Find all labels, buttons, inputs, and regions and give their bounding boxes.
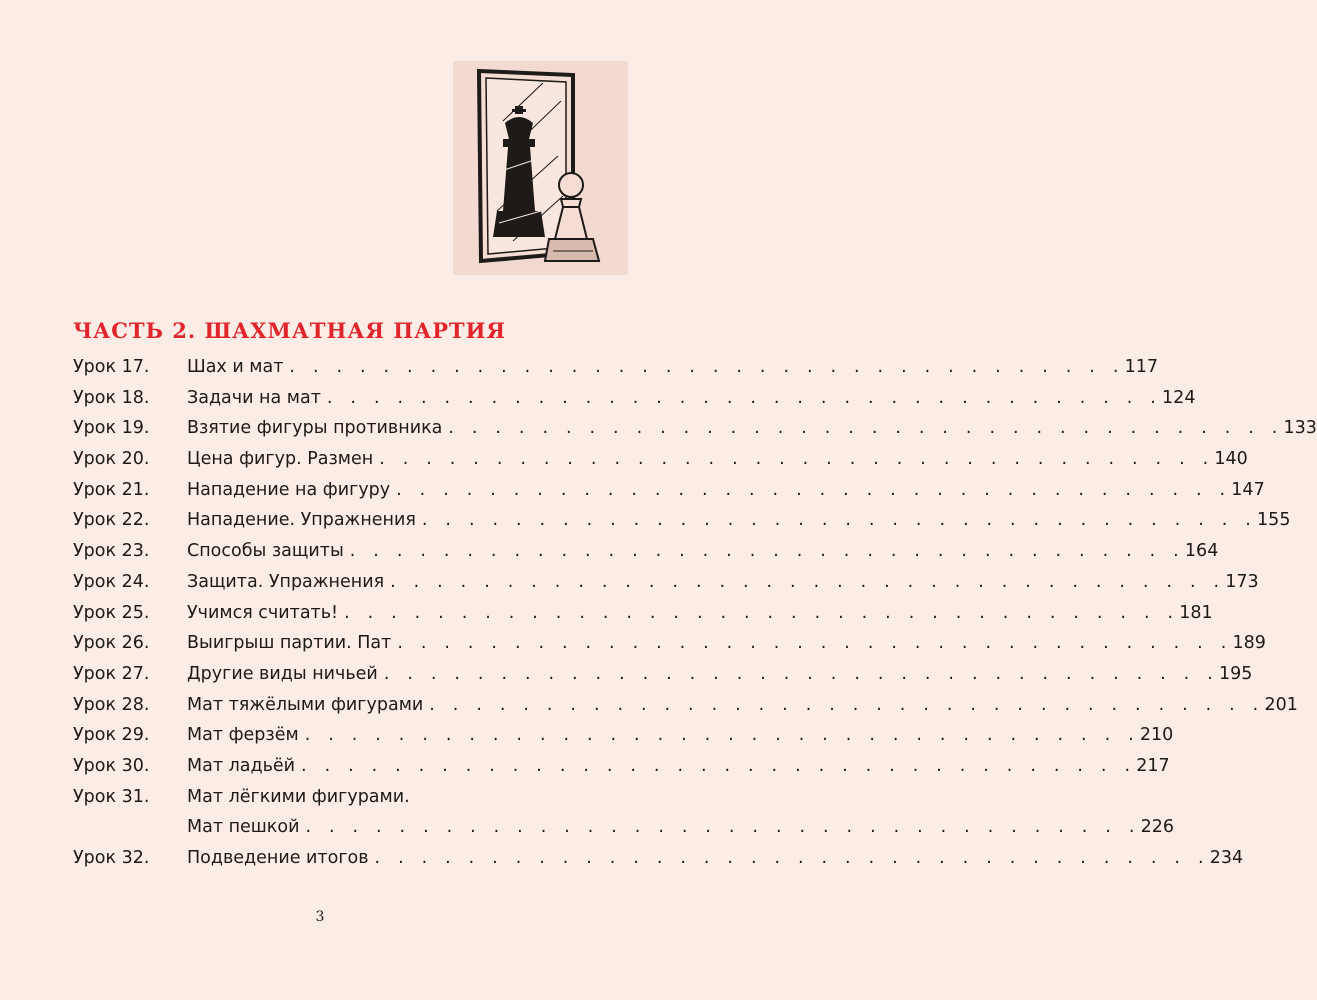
toc-entry <box>187 782 568 813</box>
dot-leader: . . . . . . . . . . . . . . . . . . . . . . . . . . . . . . . . . . . . <box>396 479 1232 500</box>
toc-entry <box>187 720 1174 751</box>
toc-row <box>73 843 1244 874</box>
lesson-number: Урок 18. <box>73 387 150 408</box>
toc-row <box>73 598 1213 629</box>
toc-row <box>73 352 1158 383</box>
dot-leader: . . . . . . . . . . . . . . . . . . . . . . . . . . . . . . . . . . . . <box>421 510 1258 531</box>
lesson-title: Задачи на мат <box>187 387 321 408</box>
dot-leader: . . . . . . . . . . . . . . . . . . . . . . . . . . . . . . . . . . . . <box>390 571 1226 592</box>
toc-entry <box>187 413 1317 444</box>
dot-leader: . . . . . . . . . . . . . . . . . . . . . . . . . . . . . . . . . . . . <box>344 602 1180 623</box>
toc-row <box>73 536 1219 567</box>
page-reference: 133 <box>1283 418 1317 439</box>
lesson-number: Урок 25. <box>73 602 150 623</box>
page-reference: 210 <box>1139 725 1174 746</box>
dot-leader: . . . . . . . . . . . . . . . . . . . . . . . . . . . . . . . . . . . . <box>305 817 1141 838</box>
page-reference: 226 <box>1140 817 1175 838</box>
toc-entry <box>187 843 1244 874</box>
toc-row <box>73 413 1317 444</box>
toc-row <box>73 812 1175 843</box>
toc-row <box>73 690 1298 721</box>
section-title: ЧАСТЬ 2. ШАХМАТНАЯ ПАРТИЯ <box>73 318 506 343</box>
lesson-title: Нападение. Упражнения <box>187 510 416 531</box>
page-reference: 217 <box>1136 755 1170 776</box>
lesson-number: Урок 28. <box>73 694 150 715</box>
toc-entry <box>187 505 1291 536</box>
toc-entry <box>187 352 1158 383</box>
page-reference: 155 <box>1257 510 1291 531</box>
lesson-number: Урок 26. <box>73 633 150 654</box>
toc-entry <box>187 475 1265 506</box>
lesson-title: Учимся считать! <box>187 602 339 623</box>
dot-leader: . . . . . . . . . . . . . . . . . . . . . . . . . . . . . . . . . . . . <box>301 755 1137 776</box>
lesson-title: Другие виды ничьей <box>187 663 378 684</box>
chess-mirror-illustration <box>453 61 628 275</box>
toc-entry <box>187 659 1253 690</box>
lesson-number: Урок 23. <box>73 541 150 562</box>
toc-row <box>73 659 1253 690</box>
lesson-title: Взятие фигуры противника <box>187 418 443 439</box>
page-number: 3 <box>315 909 325 925</box>
dot-leader: . . . . . . . . . . . . . . . . . . . . . . . . . . . . . . . . . . . . <box>349 541 1185 562</box>
lesson-title: Цена фигур. Размен <box>187 449 374 470</box>
page-reference: 164 <box>1184 541 1219 562</box>
lesson-title: Мат пешкой <box>187 817 300 838</box>
lesson-number: Урок 17. <box>73 357 150 377</box>
lesson-number: Урок 27. <box>73 663 150 684</box>
page-reference: 189 <box>1232 633 1266 654</box>
lesson-number: Урок 30. <box>73 755 150 776</box>
dot-leader: . . . . . . . . . . . . . . . . . . . . . . . . . . . . . . . . . . . . <box>448 418 1284 439</box>
lesson-title: Подведение итогов <box>187 848 369 868</box>
lesson-title: Нападение на фигуру <box>187 479 391 500</box>
dot-leader: . . . . . . . . . . . . . . . . . . . . . . . . . . . . . . . . . . . . <box>397 633 1233 654</box>
toc-entry <box>187 444 1248 475</box>
toc-entry <box>187 628 1266 659</box>
lesson-title: Мат тяжёлыми фигурами <box>187 694 424 715</box>
toc-row <box>73 444 1248 475</box>
lesson-title: Защита. Упражнения <box>187 571 385 592</box>
toc-entry <box>187 690 1298 721</box>
toc-entry <box>187 751 1170 782</box>
toc-row <box>73 383 1196 414</box>
lesson-number: Урок 21. <box>73 479 150 500</box>
toc-row <box>73 751 1170 782</box>
lesson-title: Способы защиты <box>187 541 344 562</box>
lesson-number: Урок 20. <box>73 449 150 470</box>
lesson-number: Урок 29. <box>73 725 150 746</box>
toc-entry <box>187 536 1219 567</box>
page-reference: 201 <box>1264 694 1298 715</box>
toc-entry <box>187 383 1196 414</box>
lesson-number: Урок 22. <box>73 510 150 531</box>
toc-row <box>73 505 1291 536</box>
page-reference: 234 <box>1209 848 1244 868</box>
lesson-number: Урок 31. <box>73 786 150 807</box>
lesson-number: Урок 32. <box>73 848 150 868</box>
page-reference: 117 <box>1124 357 1158 377</box>
lesson-number: Урок 19. <box>73 418 150 439</box>
lesson-title: Мат ладьёй <box>187 755 296 776</box>
dot-leader: . . . . . . . . . . . . . . . . . . . . . . . . . . . . . . . . . . . . <box>379 449 1215 470</box>
toc-row <box>73 720 1174 751</box>
page-reference: 181 <box>1179 602 1213 623</box>
page-reference: 124 <box>1162 387 1196 408</box>
toc-row <box>73 567 1259 598</box>
toc-entry <box>187 567 1259 598</box>
page-reference: 195 <box>1218 663 1253 684</box>
toc-row <box>73 475 1265 506</box>
dot-leader: . . . . . . . . . . . . . . . . . . . . . . . . . . . . . . . . . . . . <box>289 357 1125 377</box>
toc-row <box>73 782 568 813</box>
table-of-contents <box>73 352 1317 874</box>
page-reference: 140 <box>1214 449 1248 470</box>
dot-leader: . . . . . . . . . . . . . . . . . . . . . . . . . . . . . . . . . . . . <box>383 663 1219 684</box>
lesson-title: Шах и мат <box>187 357 284 377</box>
dot-leader: . . . . . . . . . . . . . . . . . . . . . . . . . . . . . . . . . . . . <box>326 387 1163 408</box>
page-reference: 173 <box>1225 571 1259 592</box>
page-reference: 147 <box>1231 479 1265 500</box>
chess-king-mirror-pawn-icon <box>453 61 628 275</box>
lesson-number: Урок 24. <box>73 571 150 592</box>
lesson-title: Мат ферзём <box>187 725 299 746</box>
toc-entry <box>187 812 1175 843</box>
lesson-title: Мат лёгкими фигурами. <box>187 786 410 807</box>
toc-entry <box>187 598 1213 629</box>
lesson-title: Выигрыш партии. Пат <box>187 633 392 654</box>
toc-row <box>73 628 1266 659</box>
dot-leader: . . . . . . . . . . . . . . . . . . . . . . . . . . . . . . . . . . . . <box>429 694 1265 715</box>
dot-leader: . . . . . . . . . . . . . . . . . . . . . . . . . . . . . . . . . . . . <box>304 725 1140 746</box>
dot-leader: . . . . . . . . . . . . . . . . . . . . . . . . . . . . . . . . . . . . <box>374 848 1210 868</box>
